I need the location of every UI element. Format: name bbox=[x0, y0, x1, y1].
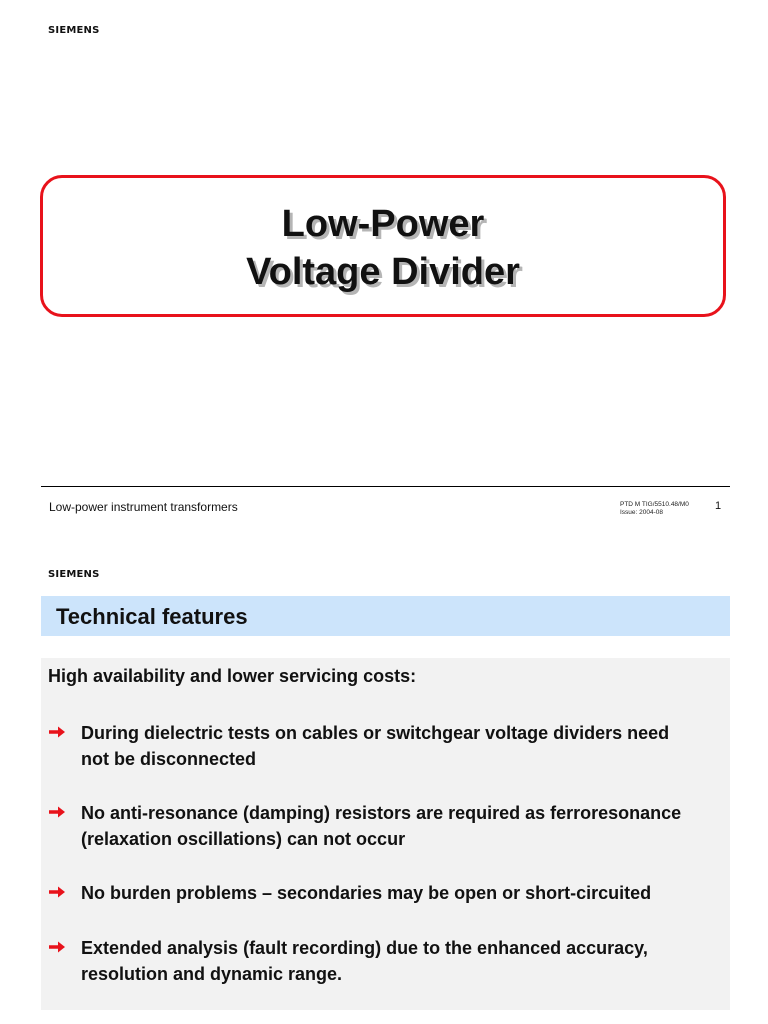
content-panel bbox=[41, 658, 730, 1010]
footer-subject: Low-power instrument transformers bbox=[49, 500, 238, 514]
arrow-right-icon bbox=[48, 725, 66, 739]
slide-title bbox=[43, 200, 723, 296]
bullet-text-line: (relaxation oscillations) can not occur bbox=[81, 829, 406, 849]
title-line-2: Voltage Divider bbox=[246, 251, 520, 293]
content-heading: High availability and lower servicing costs: bbox=[48, 666, 417, 686]
bullet-text-line: During dielectric tests on cables or switchgear voltage dividers need bbox=[81, 723, 670, 743]
arrow-right-icon bbox=[48, 940, 66, 954]
section-title: Technical features bbox=[56, 604, 248, 629]
footer-issue-date: Issue: 2004-08 bbox=[620, 509, 664, 516]
footer-divider bbox=[41, 486, 730, 487]
siemens-logo: SIEMENS bbox=[48, 25, 100, 36]
bullet-text-line: No anti-resonance (damping) resistors are required as ferroresonance bbox=[81, 803, 682, 823]
title-box bbox=[40, 175, 726, 317]
bullet-text bbox=[81, 720, 669, 772]
bullet-item bbox=[48, 880, 723, 906]
bullet-text-line: not be disconnected bbox=[81, 749, 257, 769]
bullet-item bbox=[48, 935, 723, 987]
arrow-right-icon bbox=[48, 805, 66, 819]
bullet-text bbox=[81, 880, 651, 906]
bullet-text-line: resolution and dynamic range. bbox=[81, 964, 343, 984]
bullet-text-line: No burden problems – secondaries may be open or short-circuited bbox=[81, 883, 652, 903]
bullet-item bbox=[48, 800, 723, 852]
arrow-right-icon bbox=[48, 885, 66, 899]
siemens-logo: SIEMENS bbox=[48, 569, 100, 580]
section-header-bar bbox=[41, 596, 730, 636]
bullet-text bbox=[81, 800, 681, 852]
footer-reference bbox=[620, 501, 694, 517]
bullet-text bbox=[81, 935, 648, 987]
page-number: 1 bbox=[715, 500, 722, 512]
bullet-text-line: Extended analysis (fault recording) due to the enhanced accuracy, bbox=[81, 938, 648, 958]
title-line-1: Low-Power bbox=[281, 203, 485, 245]
footer-ref-code: PTD M TIG/5510.48/M0 bbox=[620, 501, 689, 508]
bullet-item bbox=[48, 720, 723, 772]
